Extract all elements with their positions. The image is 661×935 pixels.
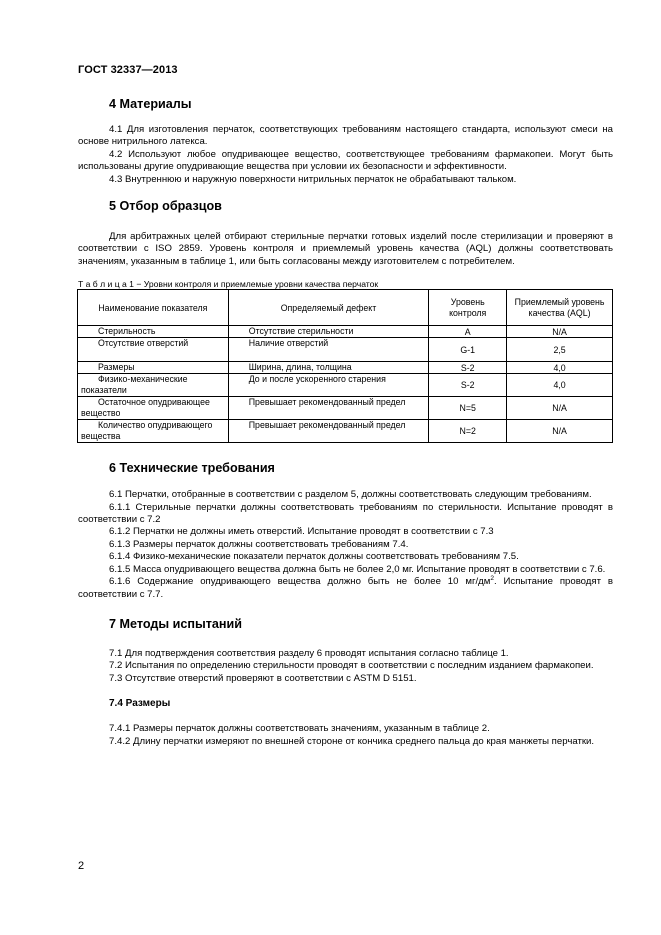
table-cell: Остаточное опудривающее вещество [78, 397, 229, 420]
paragraph-5-1: Для арбитражных целей отбирают стерильные перчатки готовых изделий после стерилизации и проверяют в соответствии с ISO 2859. Уровень контроля и приемлемый уровень качества (AQL) должны соответствовать значениям, указанным в таблице 1, или быть согласованы между изготовителем с потребителем. [78, 231, 613, 267]
paragraph-7-2: 7.2 Испытания по определению стерильности проводят в соответствии с последним изданием фармакопеи. [109, 660, 594, 672]
table-cell: Количество опудривающего вещества [78, 420, 229, 443]
table-cell: Отсутствие стерильности [228, 326, 429, 338]
paragraph-4-3: 4.3 Внутреннюю и наружную поверхности нитрильных перчаток не обрабатывают тальком. [109, 173, 517, 185]
table-header-cell: Уровень контроля [429, 290, 507, 326]
table-row [78, 397, 613, 420]
paragraph-7-4-1: 7.4.1 Размеры перчаток должны соответствовать значениям, указанным в таблице 2. [109, 723, 490, 735]
paragraph-6-1: 6.1 Перчатки, отобранные в соответствии с разделом 5, должны соответствовать следующим требованиям. [109, 489, 592, 501]
table-cell: N/A [507, 397, 613, 420]
table-cell: Ширина, длина, толщина [228, 362, 429, 374]
table-cell: N/A [507, 326, 613, 338]
table-cell: Физико-механические показатели [78, 374, 229, 397]
table-cell: 4,0 [507, 362, 613, 374]
paragraph-7-1: 7.1 Для подтверждения соответствия разделу 6 проводят испытания согласно таблице 1. [109, 647, 509, 659]
table-cell: Превышает рекомендованный предел [228, 420, 429, 443]
table-header-cell: Наименование показателя [78, 290, 229, 326]
table-row [78, 338, 613, 362]
superscript-2: 2 [490, 574, 494, 582]
table-cell: N=2 [429, 420, 507, 443]
section-4-heading: 4 Материалы [109, 97, 192, 111]
table-header-cell: Определяемый дефект [228, 290, 429, 326]
table-cell: Наличие отверстий [228, 338, 429, 362]
paragraph-6-1-6-tail: . Испытание проводят в соответствии с 7.7. [78, 576, 613, 600]
table-cell: До и после ускоренного старения [228, 374, 429, 397]
table-cell: 4,0 [507, 374, 613, 397]
paragraph-7-3: 7.3 Отсутствие отверстий проверяют в соответствии с ASTM D 5151. [109, 672, 417, 684]
table-cell: Отсутствие отверстий [78, 338, 229, 362]
section-7-heading: 7 Методы испытаний [109, 616, 242, 631]
section-5-heading: 5 Отбор образцов [109, 199, 222, 214]
page-number: 2 [78, 860, 85, 872]
table-row [78, 326, 613, 338]
paragraph-4-1: 4.1 Для изготовления перчаток, соответствующих требованиям настоящего стандарта, используют смеси на основе нитрильного латекса. [78, 124, 613, 148]
table-cell: N/A [507, 420, 613, 443]
section-6-heading: 6 Технические требования [109, 461, 275, 476]
table-cell: S-2 [429, 374, 507, 397]
subsection-7-4-heading: 7.4 Размеры [109, 698, 171, 710]
paragraph-6-1-2: 6.1.2 Перчатки не должны иметь отверстий. Испытание проводят в соответствии с 7.3 [109, 526, 494, 538]
table-cell: A [429, 326, 507, 338]
table-cell: N=5 [429, 397, 507, 420]
table-row [78, 374, 613, 397]
table-header-row [78, 290, 613, 326]
table-1-caption: Т а б л и ц а 1 − Уровни контроля и приемлемые уровни качества перчаток [78, 279, 379, 290]
paragraph-6-1-4: 6.1.4 Физико-механические показатели перчаток должны соответствовать требованиям 7.5. [109, 551, 519, 563]
table-cell: 2,5 [507, 338, 613, 362]
table-cell: S-2 [429, 362, 507, 374]
paragraph-6-1-1: 6.1.1 Стерильные перчатки должны соответствовать требованиям по стерильности. Испытание проводят в соответствии с 7.2 [78, 501, 613, 526]
paragraph-6-1-6 [78, 576, 613, 601]
table-1 [77, 289, 613, 443]
table-cell: Стерильность [78, 326, 229, 338]
document-id: ГОСТ 32337—2013 [78, 64, 178, 76]
paragraph-6-1-5: 6.1.5 Масса опудривающего вещества должна быть не более 2,0 мг. Испытание проводят в соответствии с 7.6. [109, 563, 606, 575]
table-row [78, 362, 613, 374]
table-cell: Превышает рекомендованный предел [228, 397, 429, 420]
table-cell: Размеры [78, 362, 229, 374]
paragraph-6-1-6-text: 6.1.6 Содержание опудривающего вещества должно быть не более 10 мг/дм [109, 576, 491, 588]
document-body [78, 92, 613, 748]
table-cell: G-1 [429, 338, 507, 362]
paragraph-7-4-2: 7.4.2 Длину перчатки измеряют по внешней стороне от кончика среднего пальца до края манжеты перчатки. [109, 735, 595, 747]
paragraph-4-2: 4.2 Используют любое опудривающее вещество, соответствующее требованиям фармакопеи. Могут быть использованы другие опудривающие вещества при условии их безопасности и эффективности. [78, 148, 613, 173]
table-row [78, 420, 613, 443]
paragraph-6-1-3: 6.1.3 Размеры перчаток должны соответствовать требованиям 7.4. [109, 538, 409, 550]
table-header-cell: Приемлемый уровень качества (AQL) [507, 290, 613, 326]
